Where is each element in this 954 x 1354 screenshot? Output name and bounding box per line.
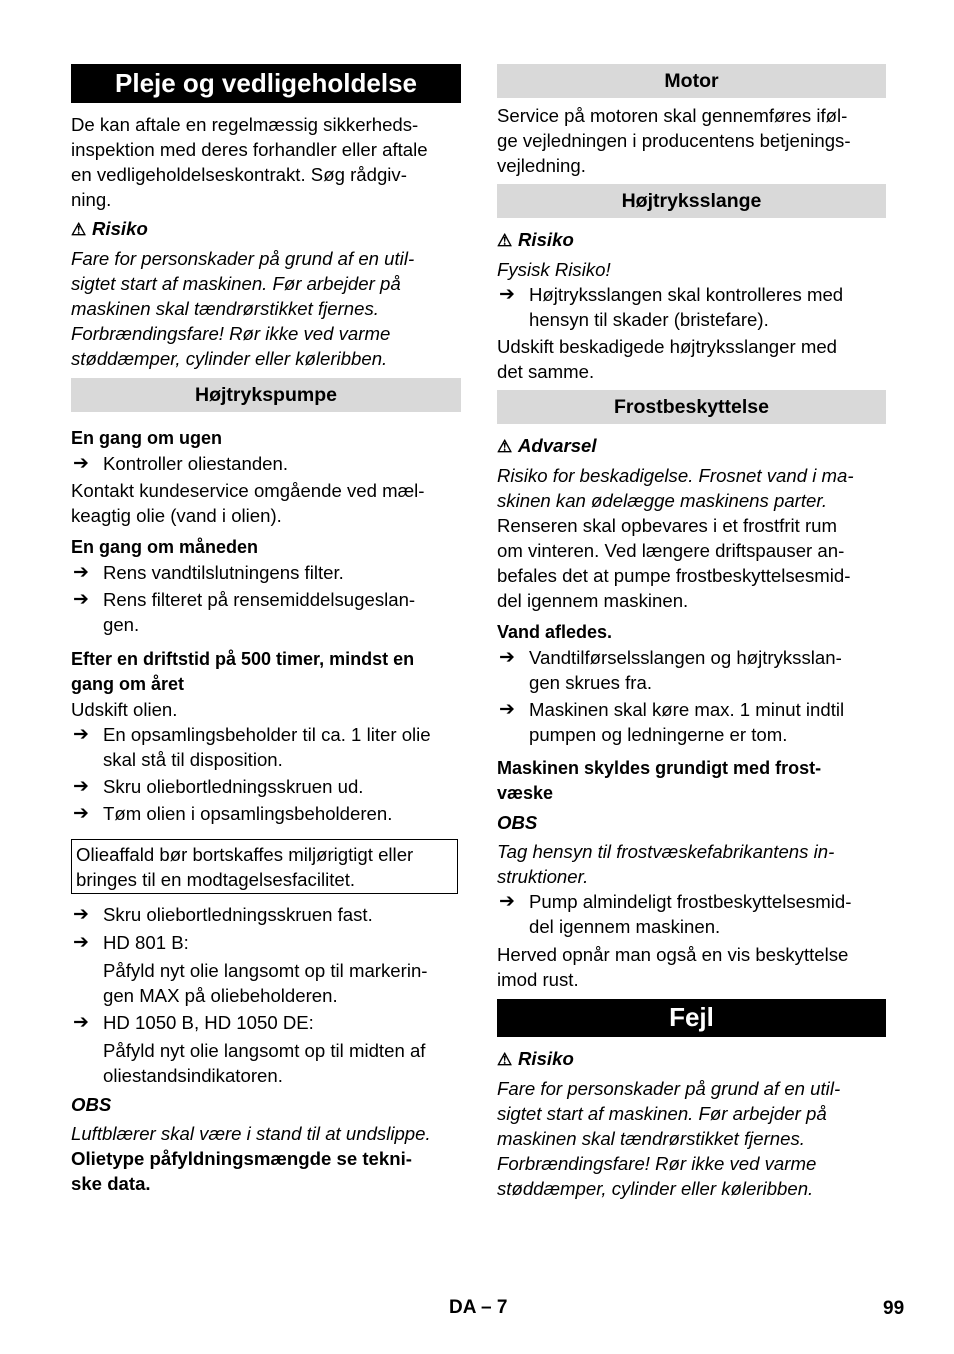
hd1050-text: Påfyld nyt olie langsomt op til midten af oliestandsindikatoren. (103, 1040, 426, 1086)
list-item: ➔ HD 801 B: (73, 932, 189, 953)
warning-triangle-icon: ⚠ (497, 231, 513, 250)
heading-rinse: Maskinen skyldes grundigt med frost- væske (497, 758, 822, 803)
section-title-fault: Fejl (497, 999, 886, 1037)
arrow-right-icon: ➔ (73, 1012, 89, 1033)
list-item: ➔ Maskinen skal køre max. 1 minut indtil pumpen og ledningerne er tom. (499, 699, 845, 745)
heading-hose: Højtryksslange (497, 184, 886, 218)
frost-warning-text: Risiko for beskadigelse. Frosnet vand i ma- skinen kan ødelægge maskinens parter. (497, 465, 854, 511)
heading-500h: Efter en driftstid på 500 timer, mindst en gang om året (71, 649, 415, 694)
section-title-care: Pleje og vedligeholdelse (71, 64, 461, 103)
page-number: 99 (883, 1298, 905, 1319)
risk-text: Fare for personskader på grund af en util- sigtet start af maskinen. Før arbejder på maskinen skal tændrørstikket fjernes. Forbrændingsfare! Rør ikke ved varme støddæmper, cylinder eller køleribben. (71, 248, 415, 369)
list-item: ➔ En opsamlingsbeholder til ca. 1 liter olie skal stå til disposition. (73, 724, 431, 770)
arrow-right-icon: ➔ (73, 776, 89, 797)
list-item: ➔ Kontroller oliestanden. (73, 453, 289, 474)
frost-text: Renseren skal opbevares i et frostfrit rum om vinteren. Ved længere driftspauser an- befales det at pumpe frostbeskyttelsesmid- del igennem maskinen. (497, 515, 851, 611)
list-item: ➔ Tøm olien i opsamlingsbeholderen. (73, 803, 393, 824)
arrow-right-icon: ➔ (73, 932, 89, 953)
warning-triangle-icon: ⚠ (497, 1050, 513, 1069)
obs-heading: OBS (497, 812, 538, 833)
list-item: ➔ Skru oliebortledningsskruen fast. (73, 904, 373, 925)
arrow-right-icon: ➔ (73, 562, 89, 583)
motor-text: Service på motoren skal gennemføres iføl- ge vejledningen i producentens betjenings- vejledning. (497, 105, 851, 176)
h500-text: Udskift olien. (71, 699, 178, 720)
arrow-right-icon: ➔ (499, 891, 515, 912)
rust-text: Herved opnår man også en vis beskyttelse imod rust. (497, 944, 849, 990)
list-item: ➔ Rens vandtilslutningens filter. (73, 562, 344, 583)
arrow-right-icon: ➔ (499, 699, 515, 720)
list-item: ➔ Vandtilførselsslangen og højtryksslan- gen skrues fra. (499, 647, 842, 693)
warning-heading: ⚠ Advarsel (497, 433, 886, 459)
arrow-right-icon: ➔ (73, 453, 89, 474)
left-column (71, 64, 461, 1196)
list-item: ➔ Højtryksslangen skal kontrolleres med hensyn til skader (bristefare). (499, 284, 844, 330)
hd801-text: Påfyld nyt olie langsomt op til markerin- gen MAX på oliebeholderen. (103, 960, 428, 1006)
fault-risk-text: Fare for personskader på grund af en util- sigtet start af maskinen. Før arbejder på maskinen skal tændrørstikket fjernes. Forbrændingsfare! Rør ikke ved varme støddæmper, cylinder eller køleribben. (497, 1078, 841, 1199)
list-item: ➔ Pump almindeligt frostbeskyttelsesmid- del igennem maskinen. (499, 891, 852, 937)
obs-text: Luftblærer skal være i stand til at undslippe. (71, 1123, 431, 1144)
heading-pump: Højtrykspumpe (71, 378, 461, 412)
arrow-right-icon: ➔ (73, 724, 89, 745)
footer-section-label: DA – 7 (449, 1297, 508, 1318)
heading-motor: Motor (497, 64, 886, 98)
heading-weekly: En gang om ugen (71, 428, 222, 448)
arrow-right-icon: ➔ (499, 647, 515, 668)
warning-triangle-icon: ⚠ (71, 220, 87, 239)
arrow-right-icon: ➔ (73, 803, 89, 824)
risk-heading: ⚠ Risiko (71, 216, 461, 242)
hose-note: Udskift beskadigede højtryksslanger med det samme. (497, 336, 838, 382)
arrow-right-icon: ➔ (73, 589, 89, 610)
note-box: Olieaffald bør bortskaffes miljørigtigt eller bringes til en modtagelsesfacilitet. (71, 839, 458, 894)
list-item: ➔ Skru oliebortledningsskruen ud. (73, 776, 364, 797)
list-item: ➔ Rens filteret på rensemiddelsugeslan- gen. (73, 589, 416, 635)
obs-text: Tag hensyn til frostvæskefabrikantens in- struktioner. (497, 841, 835, 887)
obs-heading: OBS (71, 1094, 112, 1115)
obs-bold-text: Olietype påfyldningsmængde se tekni- ske data. (71, 1148, 412, 1194)
intro-text: De kan aftale en regelmæssig sikkerheds- inspektion med deres forhandler eller aftale en vedligeholdelseskontrakt. Søg rådgiv- ning. (71, 114, 428, 210)
heading-monthly: En gang om måneden (71, 537, 259, 557)
arrow-right-icon: ➔ (73, 904, 89, 925)
risk-heading: ⚠ Risiko (497, 1046, 886, 1072)
arrow-right-icon: ➔ (499, 284, 515, 305)
list-item: ➔ HD 1050 B, HD 1050 DE: (73, 1012, 314, 1033)
right-column (497, 64, 886, 1201)
warning-triangle-icon: ⚠ (497, 437, 513, 456)
risk-heading: ⚠ Risiko (497, 227, 886, 253)
heading-frost: Frostbeskyttelse (497, 390, 886, 424)
hose-risk-text: Fysisk Risiko! (497, 259, 611, 280)
weekly-note: Kontakt kundeservice omgående ved mæl- keagtig olie (vand i olien). (71, 480, 425, 526)
heading-drain: Vand afledes. (497, 622, 613, 642)
